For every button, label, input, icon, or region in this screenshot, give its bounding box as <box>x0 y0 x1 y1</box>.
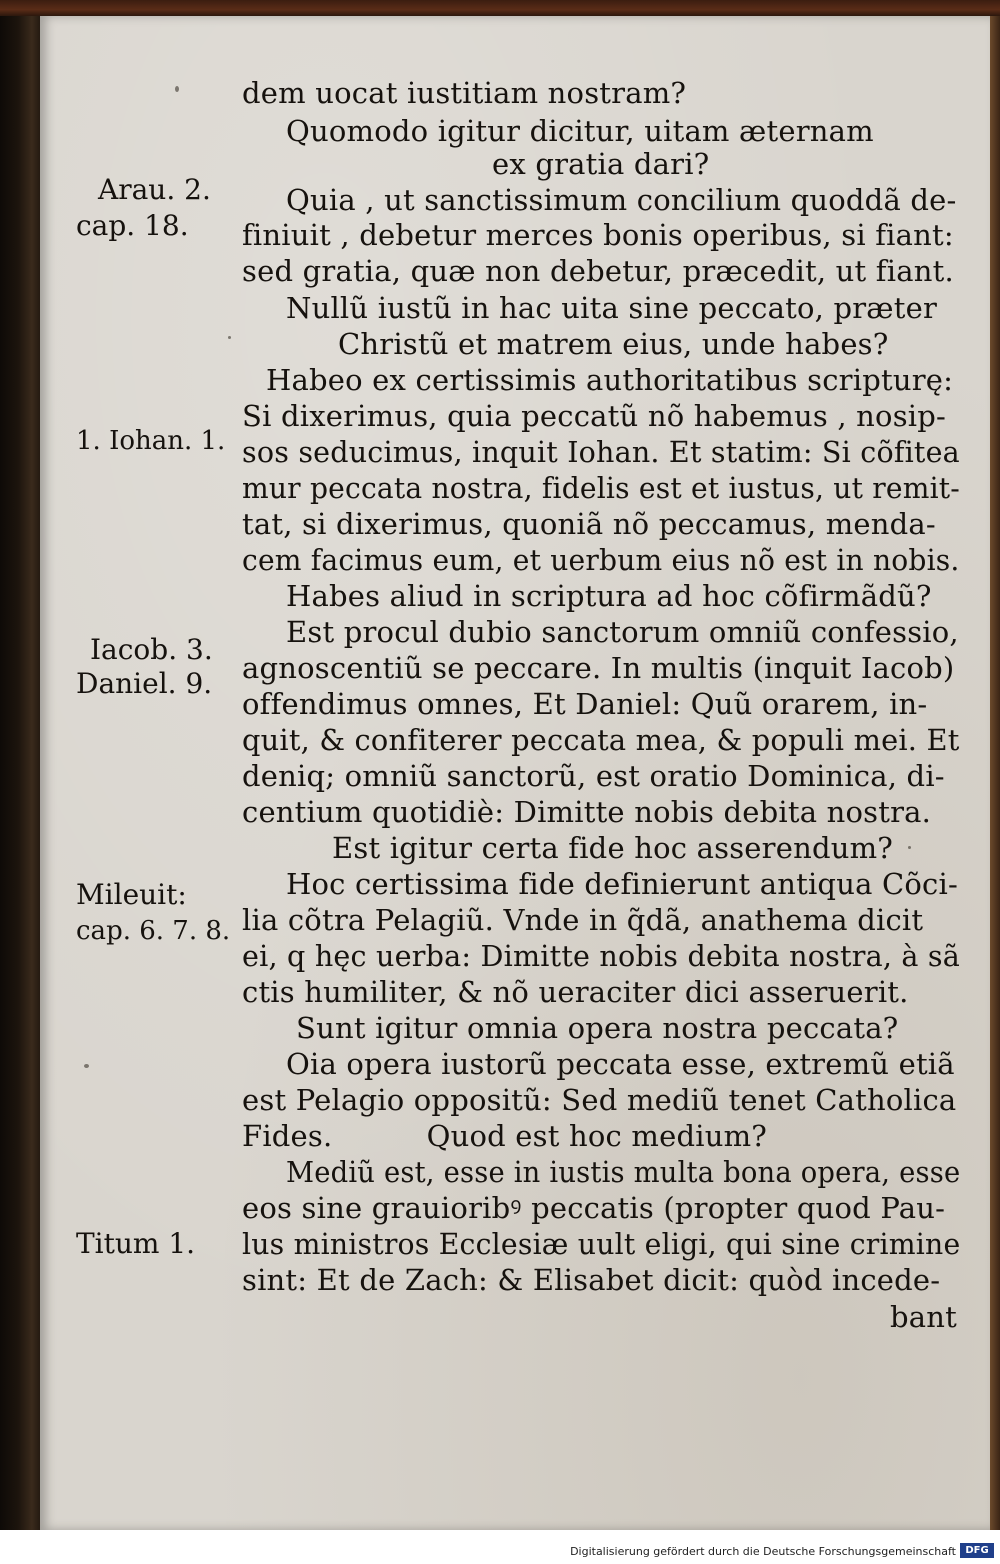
text-line: Habeo ex certissimis authoritatibus scripturę: <box>266 363 954 397</box>
margin-note-iacob: Iacob. 3. <box>90 633 213 666</box>
text-line: dem uocat iustitiam nostram? <box>242 76 687 110</box>
book-page <box>40 16 990 1530</box>
text-line: tat, si dixerimus, quoniã nõ peccamus, menda- <box>242 507 936 541</box>
text-line: cem facimus eum, et uerbum eius nõ est in nobis. <box>242 543 960 577</box>
text-line: Fides. Quod est hoc medium? <box>242 1119 768 1153</box>
text-line: offendimus omnes, Et Daniel: Quũ orarem, in- <box>242 687 928 721</box>
text-line: ei, q hęc uerba: Dimitte nobis debita nostra, à sã <box>242 939 961 973</box>
margin-note-iohan: 1. Iohan. 1. <box>76 426 226 456</box>
text-line: Si dixerimus, quia peccatũ nõ habemus , nosip- <box>242 399 947 433</box>
margin-note-mileuit-cap: cap. 6. 7. 8. <box>76 916 231 946</box>
text-line: mur peccata nostra, fidelis est et iustus, ut remit- <box>242 471 960 505</box>
paper-speck <box>175 86 179 92</box>
text-line: Nullũ iustũ in hac uita sine peccato, præter <box>286 291 938 325</box>
paper-speck <box>228 336 231 339</box>
margin-note-daniel: Daniel. 9. <box>76 667 213 700</box>
text-line: sos seducimus, inquit Iohan. Et statim: Si cõfitea <box>242 435 960 469</box>
text-line: Mediũ est, esse in iustis multa bona opera, esse <box>286 1155 961 1189</box>
text-line: Oia opera iustorũ peccata esse, extremũ etiã <box>286 1047 955 1081</box>
text-line: Quia , ut sanctissimum concilium quoddã de- <box>286 183 957 217</box>
margin-note-arau-cap: cap. 18. <box>76 209 189 242</box>
text-line: est Pelagio oppositũ: Sed mediũ tenet Catholica <box>242 1083 957 1117</box>
text-line: ex gratia dari? <box>492 147 710 181</box>
dfg-logo: DFG <box>960 1543 994 1558</box>
book-edge-top <box>0 0 1000 16</box>
text-line: centium quotidiè: Dimitte nobis debita nostra. <box>242 795 932 829</box>
margin-note-arau: Arau. 2. <box>98 173 211 206</box>
footer-credit: Digitalisierung gefördert durch die Deutsche Forschungsgemeinschaft <box>570 1545 956 1558</box>
paper-speck <box>84 1064 89 1068</box>
text-line: sint: Et de Zach: & Elisabet dicit: quòd incede- <box>242 1263 941 1297</box>
text-line: deniq; omniũ sanctorũ, est oratio Dominica, di- <box>242 759 945 793</box>
margin-note-mileuit: Mileuit: <box>76 878 187 911</box>
margin-note-titum: Titum 1. <box>76 1227 196 1260</box>
text-line: lus ministros Ecclesiæ uult eligi, qui sine crimine <box>242 1227 961 1261</box>
paper-speck <box>908 846 911 849</box>
text-line: Est igitur certa fide hoc asserendum? <box>332 831 894 865</box>
catchword: bant <box>890 1300 957 1334</box>
text-line: Quomodo igitur dicitur, uitam æternam <box>286 114 874 148</box>
text-line: lia cõtra Pelagiũ. Vnde in q̃dã, anathema dicit <box>242 903 924 937</box>
text-line: agnoscentiũ se peccare. In multis (inquit Iacob) <box>242 651 955 685</box>
text-line: Sunt igitur omnia opera nostra peccata? <box>296 1011 899 1045</box>
text-line: finiuit , debetur merces bonis operibus, si fiant: <box>242 218 954 252</box>
text-line: Habes aliud in scriptura ad hoc cõfirmãdũ? <box>286 579 932 613</box>
text-line: eos sine grauioribꝰ peccatis (propter quod Pau- <box>242 1191 946 1225</box>
text-line: Est procul dubio sanctorum omniũ confessio, <box>286 615 959 649</box>
text-line: Hoc certissima fide definierunt antiqua Cõci- <box>286 867 958 901</box>
book-edge-right <box>990 16 1000 1530</box>
text-line: ctis humiliter, & nõ ueraciter dici asseruerit. <box>242 975 909 1009</box>
text-line: sed gratia, quæ non debetur, præcedit, ut fiant. <box>242 254 954 288</box>
text-line: Christũ et matrem eius, unde habes? <box>338 327 889 361</box>
text-line: quit, & confiterer peccata mea, & populi mei. Et <box>242 723 960 757</box>
